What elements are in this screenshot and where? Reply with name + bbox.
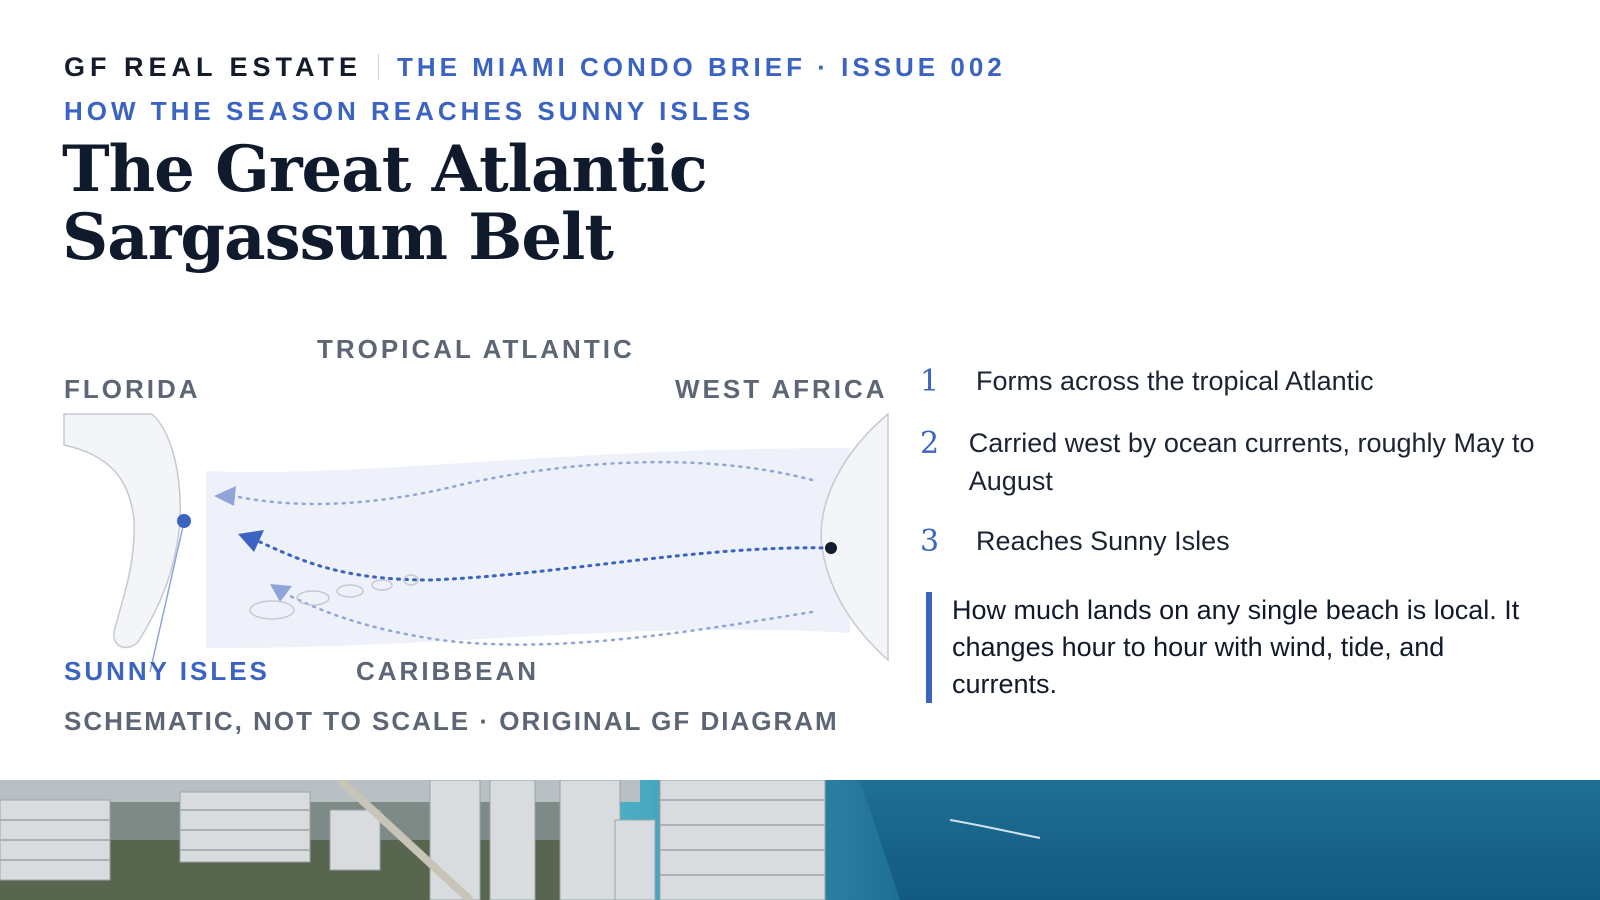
step-item — [920, 362, 1540, 402]
tropical-atlantic-label: TROPICAL ATLANTIC — [317, 334, 635, 364]
journey-steps — [920, 362, 1540, 584]
step-number: 2 — [920, 426, 940, 461]
west-africa-label: WEST AFRICA — [675, 374, 888, 404]
local-variation-note: How much lands on any single beach is local. It changes hour to hour with wind, tide, and currents. — [926, 592, 1552, 703]
florida-label: FLORIDA — [64, 374, 201, 404]
title-line-1: The Great Atlantic — [62, 132, 707, 207]
step-number: 1 — [920, 364, 940, 399]
sunny-isles-label: SUNNY ISLES — [64, 656, 270, 686]
brand-name: GF REAL ESTATE — [64, 51, 363, 82]
kicker: HOW THE SEASON REACHES SUNNY ISLES — [64, 96, 755, 126]
step-text: Carried west by ocean currents, roughly May to August — [968, 428, 1535, 496]
aerial-coastline-photo — [0, 780, 1600, 900]
sargassum-belt — [206, 448, 850, 648]
step-item — [920, 522, 1540, 562]
west-africa-origin-dot — [825, 542, 837, 554]
issue-label: THE MIAMI CONDO BRIEF · ISSUE 002 — [397, 51, 1006, 82]
title-line-2: Sargassum Belt — [62, 200, 613, 275]
caribbean-label: CARIBBEAN — [356, 656, 539, 686]
step-number: 3 — [920, 524, 940, 559]
diagram-caption: SCHEMATIC, NOT TO SCALE · ORIGINAL GF DIAGRAM — [64, 706, 839, 736]
step-text: Reaches Sunny Isles — [976, 526, 1230, 556]
photo-illustration — [0, 780, 1600, 900]
step-text: Forms across the tropical Atlantic — [976, 366, 1374, 396]
step-item — [920, 424, 1540, 500]
sunny-isles-marker — [177, 514, 191, 528]
